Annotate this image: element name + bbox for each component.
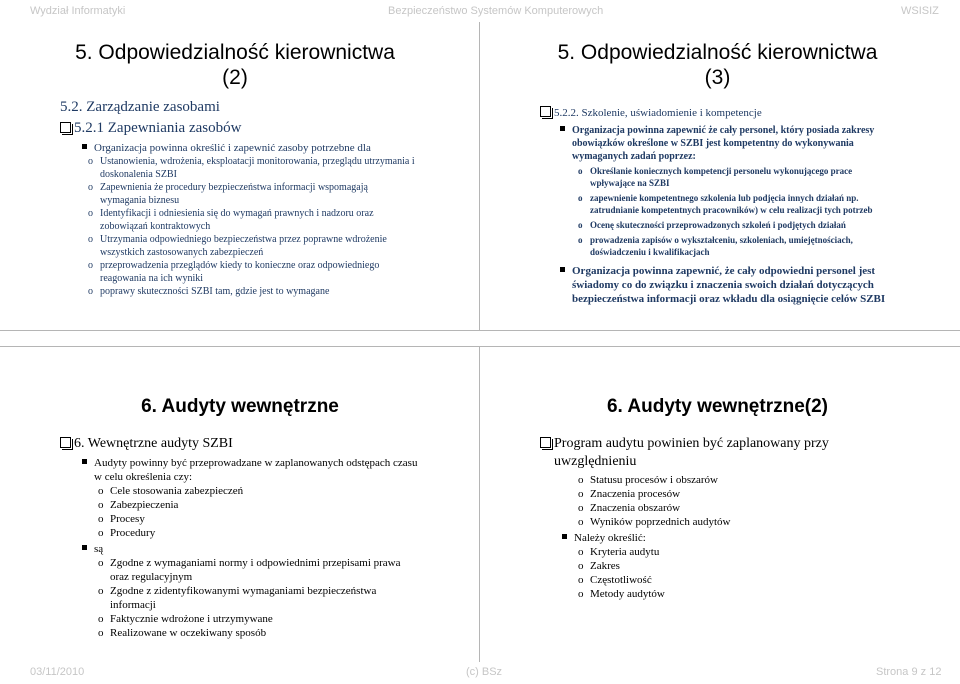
bullet-text: Organizacja powinna zapewnić że cały personel, który posiada zakresy obowiązków określone w SZBI jest kompetentny do wykonywania wymaganych zadań poprzez:: [572, 125, 875, 162]
footer-date: 03/11/2010: [30, 666, 85, 678]
list-item: Ustanowienia, wdrożenia, eksploatacji monitorowania, przeglądu utrzymania i doskonalenia SZBI: [100, 156, 415, 180]
divider-horizontal-bottom: [0, 346, 960, 347]
slide-title: 6. Audyty wewnętrzne(2): [606, 396, 828, 417]
slide-4: 6. Audyty wewnętrzne(2) Program audytu powinien być zaplanowany przy uwzględnieniu o Statusu procesów i obszarów o Znaczenia procesów o Znaczenia obszarów o Wyników poprzednich audytów Należy określić: o Kryteria audytu o Zakres o Częstotliwość o Metody audytów: [540, 394, 940, 601]
checkbox-icon: [540, 437, 551, 448]
list-item: poprawy skuteczności SZBI tam, gdzie jest to wymagane: [100, 286, 330, 297]
list-item: Procedury: [110, 527, 156, 539]
list-item: Zgodne z zidentyfikowanymi wymaganiami bezpieczeństwa informacji: [110, 585, 377, 611]
square-bullet-icon: [82, 459, 87, 464]
bullet-text: Należy określić:: [574, 532, 646, 544]
bullet-text: Organizacja powinna zapewnić, że cały odpowiedni personel jest świadomy co do związku i znaczenia swoich działań dotyczących bezpieczeństwa informacji oraz wkładu dla osiągnięcie celów SZBI: [572, 265, 886, 305]
divider-horizontal-top: [0, 330, 960, 331]
list-item: Zabezpieczenia: [110, 499, 179, 511]
slide-title: 6. Audyty wewnętrzne: [141, 396, 339, 417]
divider-vertical-bottom: [479, 346, 480, 662]
slide-title: 5. Odpowiedzialność kierownictwa: [75, 41, 395, 64]
list-item: Ocenę skuteczności przeprowadzonych szkoleń i podjętych działań: [590, 220, 846, 230]
slide-2: 5. Odpowiedzialność kierownictwa (3) 5.2.2. Szkolenie, uświadomienie i kompetencje Organizacja powinna zapewnić że cały personel, który posiada zakresy obowiązków określone w SZBI jest kompetentny do wykonywania wymaganych zadań poprzez: o Określanie koniecznych kompetencji personelu wykonującego prace wpływające na SZBI o zapewnienie kompetentnego szkolenia lub podjęcia innych działań np. zatrudnianie kompetentnych pracowników) w celu realizacji tych potrzeb o Ocenę skuteczności przeprowadzonych szkoleń i podjętych działań o prowadzenia zapisów o wykształceniu, szkoleniach, umiejętnościach, doświadczeniu i kwalifikacjach Organizacja powinna zapewnić, że cały odpowiedni personel jest świadomy co do związku i znaczenia swoich działań dotyczących bezpieczeństwa informacji oraz wkładu dla osiągnięcie celów SZBI: [540, 40, 940, 306]
list-item: Faktycznie wdrożone i utrzymywane: [110, 613, 273, 625]
list-item: Cele stosowania zabezpieczeń: [110, 485, 244, 497]
list-item: prowadzenia zapisów o wykształceniu, szkoleniach, umiejętnościach, doświadczeniu i kwalifikacjach: [590, 235, 853, 257]
list-item: Procesy: [110, 513, 145, 525]
list-item: Określanie koniecznych kompetencji personelu wykonującego prace wpływające na SZBI: [590, 166, 853, 188]
section-heading: 5.2.2. Szkolenie, uświadomienie i kompetencje: [554, 107, 762, 119]
slide-title-continued: (3): [704, 66, 731, 89]
list-item: Metody audytów: [590, 588, 665, 600]
bullet-text: są: [94, 543, 104, 555]
bullet-text: Audyty powinny być przeprowadzane w zaplanowanych odstępach czasu w celu określenia czy:: [94, 457, 418, 483]
header-right: WSISIZ: [901, 5, 939, 17]
footer-page-number: Strona 9 z 12: [876, 666, 942, 678]
divider-vertical-top: [479, 22, 480, 330]
header-left: Wydział Informatyki: [30, 5, 126, 17]
subtitle: 5.2. Zarządzanie zasobami: [60, 99, 220, 115]
list-item: Utrzymania odpowiedniego bezpieczeństwa przez poprawne wdrożenie wszystkich zastosowanych zabezpieczeń: [100, 234, 387, 258]
checkbox-icon: [60, 122, 71, 133]
list-item: Identyfikacji i odniesienia się do wymagań prawnych i nadzoru oraz zobowiązań kontraktowych: [100, 208, 374, 232]
slide-title-continued: (2): [222, 66, 248, 89]
list-item: przeprowadzenia przeglądów kiedy to konieczne oraz odpowiedniego reagowania na ich wyniki: [100, 260, 380, 284]
slide-3: 6. Audyty wewnętrzne 6. Wewnętrzne audyty SZBI Audyty powinny być przeprowadzane w zaplanowanych odstępach czasu w celu określenia czy: o Cele stosowania zabezpieczeń o Zabezpieczenia o Procesy o Procedury są o Zgodne z wymaganiami normy i odpowiednimi przepisami prawa oraz regulacyjnym o Zgodne z zidentyfikowanymi wymaganiami bezpieczeństwa informacji o Faktycznie wdrożone i utrzymywane o Realizowane w oczekiwany sposób: [60, 394, 460, 640]
list-item: zapewnienie kompetentnego szkolenia lub podjęcia innych działań np. zatrudnianie kompetentnych pracowników) w celu realizacji tych potrzeb: [590, 193, 873, 215]
checkbox-icon: [60, 437, 71, 448]
slide-title: 5. Odpowiedzialność kierownictwa: [557, 41, 878, 64]
square-bullet-icon: [560, 267, 565, 272]
list-item: Znaczenia procesów: [590, 488, 681, 500]
square-bullet-icon: [82, 144, 87, 149]
list-item: Zapewnienia że procedury bezpieczeństwa informacji wspomagają wymagania biznesu: [100, 182, 368, 206]
page-footer: [0, 664, 960, 682]
list-item: Statusu procesów i obszarów: [590, 474, 719, 486]
bullet-text: Organizacja powinna określić i zapewnić zasoby potrzebne dla: [94, 142, 371, 154]
checkbox-icon: [540, 106, 551, 117]
section-heading: 6. Wewnętrzne audyty SZBI: [74, 436, 233, 451]
list-item: Częstotliwość: [590, 574, 652, 586]
square-bullet-icon: [560, 126, 565, 131]
square-bullet-icon: [82, 545, 87, 550]
list-item: Kryteria audytu: [590, 546, 660, 558]
section-heading: 5.2.1 Zapewniania zasobów: [74, 120, 242, 136]
list-item: Znaczenia obszarów: [590, 502, 681, 514]
list-item: Realizowane w oczekiwany sposób: [110, 627, 267, 639]
page-header: [0, 0, 960, 22]
list-item: Wyników poprzednich audytów: [590, 516, 731, 528]
header-center: Bezpieczeństwo Systemów Komputerowych: [388, 5, 604, 17]
footer-copyright: (c) BSz: [466, 666, 503, 678]
section-heading: Program audytu powinien być zaplanowany przy uwzględnieniu: [554, 436, 829, 469]
list-item: Zakres: [590, 560, 620, 572]
square-bullet-icon: [562, 534, 567, 539]
slide-1: 5. Odpowiedzialność kierownictwa (2) 5.2. Zarządzanie zasobami 5.2.1 Zapewniania zasobów Organizacja powinna określić i zapewnić zasoby potrzebne dla o Ustanowienia, wdrożenia, eksploatacji monitorowania, przeglądu utrzymania i doskonalenia SZBI o Zapewnienia że procedury bezpieczeństwa informacji wspomagają wymagania biznesu o Identyfikacji i odniesienia się do wymagań prawnych i nadzoru oraz zobowiązań kontraktowych o Utrzymania odpowiedniego bezpieczeństwa przez poprawne wdrożenie wszystkich zastosowanych zabezpieczeń o przeprowadzenia przeglądów kiedy to konieczne oraz odpowiedniego reagowania na ich wyniki o poprawy skuteczności SZBI tam, gdzie jest to wymagane: [60, 40, 460, 298]
list-item: Zgodne z wymaganiami normy i odpowiednimi przepisami prawa oraz regulacyjnym: [110, 557, 401, 583]
